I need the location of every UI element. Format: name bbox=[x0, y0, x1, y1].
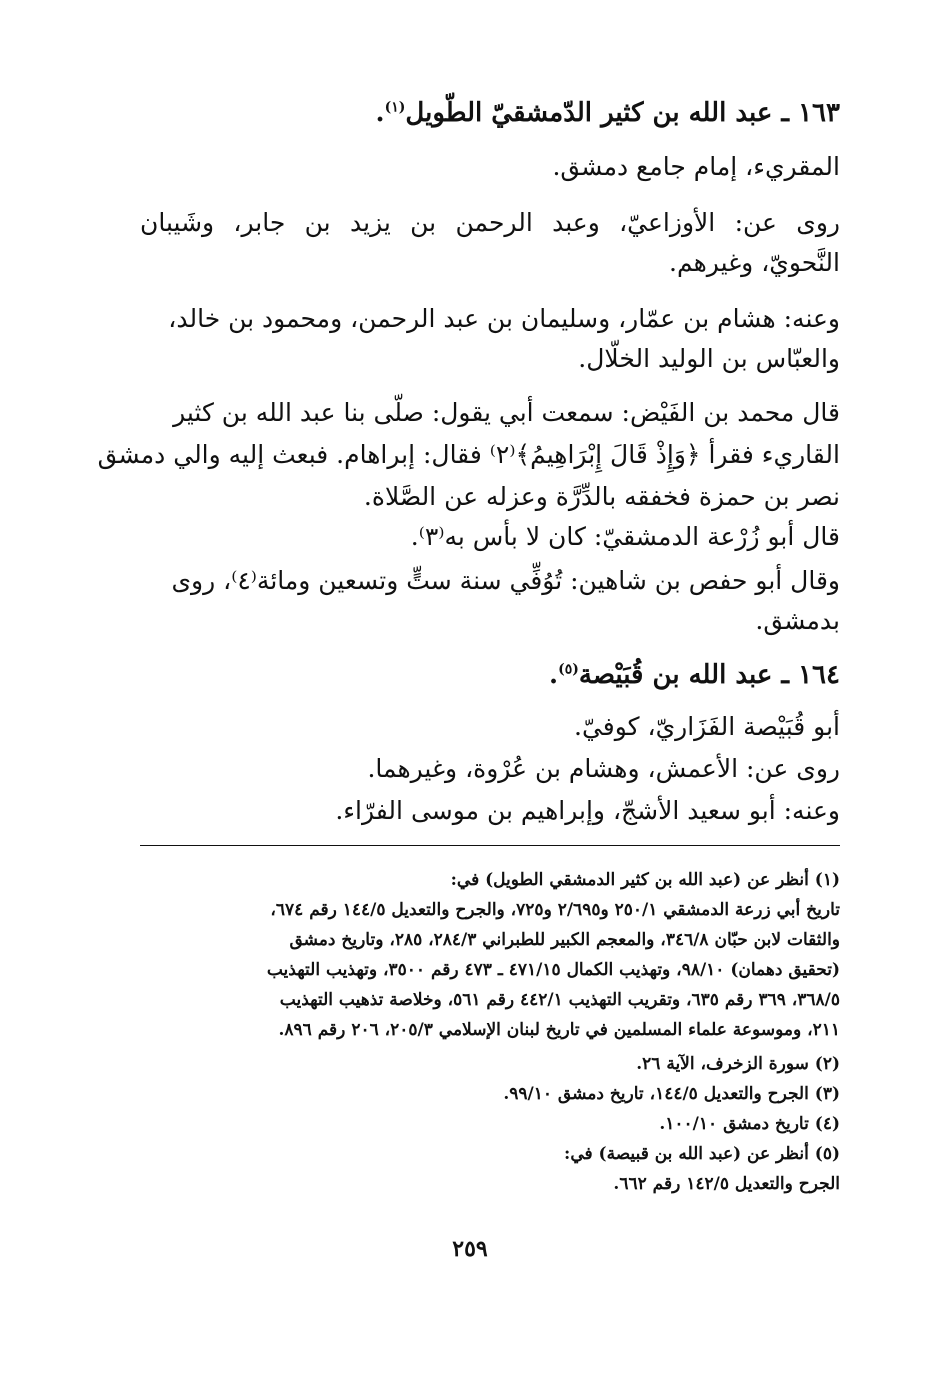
entry-163-heading bbox=[376, 98, 840, 128]
entry-163-line-10: وقال أبو حفص بن شاهين: تُوُفِّي سنة ستٍّ وتسعين ومائة⁽٤⁾، روى bbox=[171, 566, 840, 595]
entry-163-line-1: المقريء، إمام جامع دمشق. bbox=[552, 152, 840, 181]
entry-163-title: ١٦٣ ـ عبد الله بن كثير الدّمشقيّ الطّويل bbox=[405, 98, 840, 128]
entry-163-line-3: النَّحويّ، وغيرهم. bbox=[669, 248, 840, 277]
footnote-1-line-1: (١) أنظر عن (عبد الله بن كثير الدمشقي الطويل) في: bbox=[450, 870, 840, 890]
footnote-ref-1: (١) bbox=[384, 99, 406, 116]
entry-163-line-9: قال أبو زُرْعة الدمشقيّ: كان لا بأس به⁽٣⁾. bbox=[410, 522, 840, 551]
footnote-ref-5: (٥) bbox=[558, 661, 579, 678]
footnote-3: (٣) الجرح والتعديل ١٤٤/٥، تاريخ دمشق ٩٩/١٠. bbox=[503, 1084, 840, 1104]
page-number: ٢٥٩ bbox=[452, 1236, 488, 1262]
entry-164-line-3: وعنه: أبو سعيد الأشجّ، وإبراهيم بن موسى الفرّاء. bbox=[335, 796, 840, 825]
entry-163-line-5: والعبّاس بن الوليد الخلّال. bbox=[578, 344, 840, 373]
footnote-5-line-2: الجرح والتعديل ١٤٢/٥ رقم ٦٦٢. bbox=[613, 1174, 840, 1194]
entry-163-line-6: قال محمد بن الفَيْض: سمعت أبي يقول: صلّى بنا عبد الله بن كثير bbox=[173, 398, 840, 427]
entry-163-line-7: القاريء فقرأ ﴿وَإِذْ قَالَ إِبْرَاهِيمُ﴾⁽٢⁾ فقال: إبراهام. فبعث إليه والي دمشق bbox=[97, 440, 840, 469]
footnote-4: (٤) تاريخ دمشق ١٠٠/١٠. bbox=[659, 1114, 840, 1134]
entry-163-line-2: روى عن: الأوزاعيّ، وعبد الرحمن بن يزيد بن جابر، وشَيبان bbox=[140, 208, 840, 237]
footnote-1-line-6: ٢١١، وموسوعة علماء المسلمين في تاريخ لبنان الإسلامي ٢٠٥/٣، ٢٠٦ رقم ٨٩٦. bbox=[278, 1020, 840, 1040]
footnote-1-line-5: ٣٦٨/٥، ٣٦٩ رقم ٦٣٥، وتقريب التهذيب ٤٤٢/١ رقم ٥٦١، وخلاصة تذهيب التهذيب bbox=[279, 990, 840, 1010]
heading-period: . bbox=[549, 660, 559, 690]
heading-period: . bbox=[375, 98, 385, 128]
entry-163-line-4: وعنه: هشام بن عمّار، وسليمان بن عبد الرحمن، ومحمود بن خالد، bbox=[168, 304, 840, 333]
footnote-2: (٢) سورة الزخرف، الآية ٢٦. bbox=[636, 1054, 840, 1074]
footnote-5-line-1: (٥) أنظر عن (عبد الله بن قبيصة) في: bbox=[564, 1144, 840, 1164]
entry-164-line-1: أبو قُبَيْصة الفَزَاريّ، كوفيّ. bbox=[574, 712, 840, 741]
footnote-1-line-4: (تحقيق دهمان) ٩٨/١٠، وتهذيب الكمال ٤٧١/١٥ ـ ٤٧٣ رقم ٣٥٠٠، وتهذيب التهذيب bbox=[266, 960, 840, 980]
entry-163-line-11: بدمشق. bbox=[755, 606, 840, 635]
entry-163-line-8: نصر بن حمزة فخفقه بالدِّرَّة وعزله عن الصَّلاة. bbox=[363, 482, 840, 511]
footnote-divider bbox=[140, 845, 840, 846]
entry-164-heading bbox=[549, 660, 840, 690]
entry-164-title: ١٦٤ ـ عبد الله بن قُبَيْصة bbox=[578, 660, 840, 690]
entry-164-line-2: روى عن: الأعمش، وهشام بن عُرْوة، وغيرهما. bbox=[367, 754, 840, 783]
footnote-1-line-3: والثقات لابن حبّان ٣٤٦/٨، والمعجم الكبير للطبراني ٢٨٤/٣، ٢٨٥، وتاريخ دمشق bbox=[289, 930, 840, 950]
footnote-1-line-2: تاريخ أبي زرعة الدمشقي ٢٥٠/١ و٢/٦٩٥ و٧٢٥، والجرح والتعديل ١٤٤/٥ رقم ٦٧٤، bbox=[270, 900, 840, 920]
